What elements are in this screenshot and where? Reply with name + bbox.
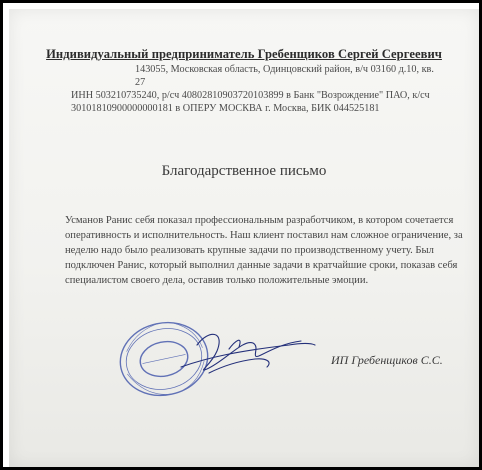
body-line: специалистом своего дела, оставив только положительные эмоции. [65,275,369,286]
body-line: неделю надо было реализовать крупные задачи по производственному учету. Был [65,245,434,256]
entrepreneur-name: Индивидуальный предприниматель Гребенщиков Сергей Сергеевич [46,47,442,61]
signer-name: ИП Гребенщиков С.С. [331,353,443,367]
body-line: оперативность и исполнительность. Наш клиент поставил нам сложное ограничение, за [65,230,463,241]
signature-icon [169,321,319,391]
letter-body [65,213,463,288]
letterhead [9,45,479,63]
requisites-line: ИНН 503210735240, р/сч 40802810903720103899 в Банк "Возрождение" ПАО, к/сч [71,90,430,101]
handwritten-signature [169,321,319,391]
letter-title: Благодарственное письмо [161,163,327,179]
body-line: Усманов Ранис себя показал профессиональным разработчиком, в котором сочетается [65,215,454,226]
requisites-line: 143055, Московская область, Одинцовский район, в/ч 03160 д.10, кв. 27 [135,64,434,88]
letter-sheet [9,9,479,467]
requisites-block [71,63,441,115]
requisites-line: 30101810900000000181 в ОПЕРУ МОСКВА г. Москва, БИК 044525181 [71,103,380,114]
body-line: подключен Ранис, который выполнил данные задачи в кратчайшие сроки, показав себя [65,260,458,271]
